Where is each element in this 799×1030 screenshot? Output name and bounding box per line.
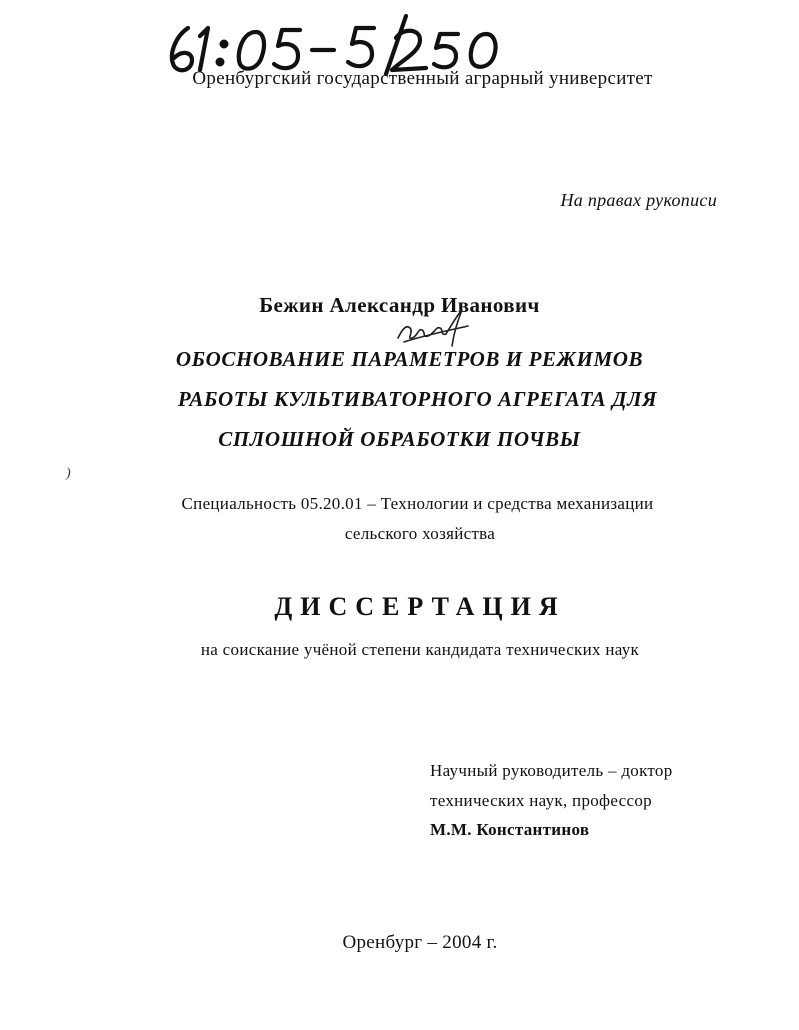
margin-pencil-mark: ) [66,466,71,481]
thesis-title-line-3: СПЛОШНОЙ ОБРАБОТКИ ПОЧВЫ [218,427,581,451]
handwritten-archive-code [160,14,520,76]
supervisor-title-line-1: Научный руководитель – доктор [430,761,673,780]
university-name: Оренбургский государственный аграрный университет [192,68,653,89]
supervisor-name: М.М. Константинов [430,820,590,839]
document-type-heading: ДИССЕРТАЦИЯ [274,592,566,621]
signature-drawing [392,306,472,350]
city-and-year: Оренбург – 2004 г. [342,932,498,953]
specialty-line-1: Специальность 05.20.01 – Технологии и средства механизации [181,494,654,513]
handwritten-code-drawing [160,14,520,76]
supervisor-title-line-2: технических наук, профессор [430,791,652,810]
specialty-line-2: сельского хозяйства [344,524,496,543]
author-name: Бежин Александр Иванович [259,293,540,317]
degree-statement: на соискание учёной степени кандидата технических наук [200,640,640,659]
thesis-title-line-2: РАБОТЫ КУЛЬТИВАТОРНОГО АГРЕГАТА ДЛЯ [177,387,658,411]
thesis-title-line-1: ОБОСНОВАНИЕ ПАРАМЕТРОВ И РЕЖИМОВ [175,347,644,371]
handwritten-signature [392,306,472,350]
manuscript-rights-note: На правах рукописи [560,190,717,210]
